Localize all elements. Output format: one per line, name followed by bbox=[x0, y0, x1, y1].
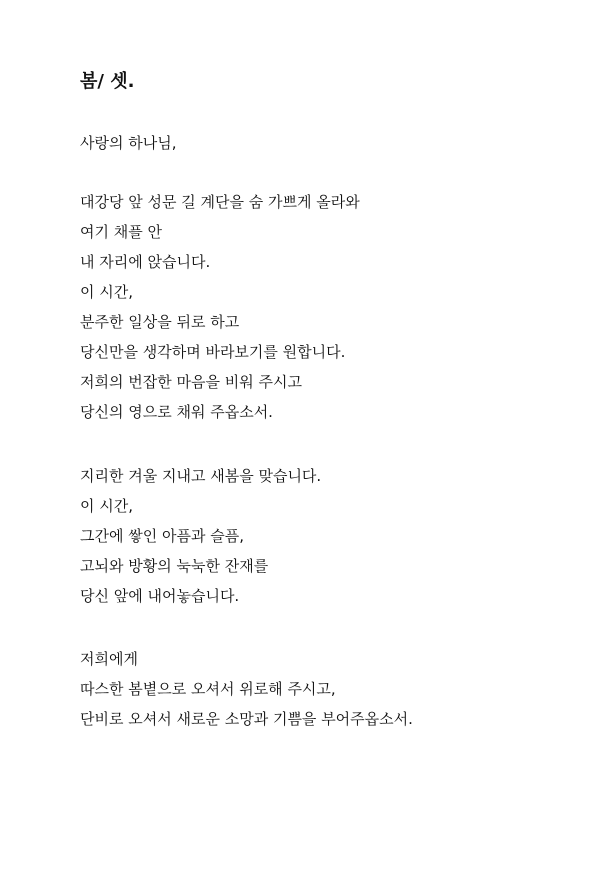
poem-line: 대강당 앞 성문 길 계단을 숨 가쁘게 올라와 bbox=[80, 193, 360, 211]
poem-line: 당신 앞에 내어놓습니다. bbox=[80, 587, 240, 605]
poem-line: 지리한 겨울 지내고 새봄을 맞습니다. bbox=[80, 467, 322, 485]
poem-line: 이 시간, bbox=[80, 497, 134, 515]
poem-line: 저희의 번잡한 마음을 비워 주시고 bbox=[80, 373, 302, 391]
poem-line: 여기 채플 안 bbox=[80, 223, 162, 241]
stanza-2 bbox=[80, 461, 321, 611]
poem-line: 저희에게 bbox=[80, 650, 138, 668]
poem-line: 이 시간, bbox=[80, 283, 134, 301]
stanza-1 bbox=[80, 187, 360, 427]
poem-title: 봄/ 셋. bbox=[80, 71, 135, 92]
poem-line: 당신의 영으로 채워 주옵소서. bbox=[80, 403, 273, 421]
poem-greeting: 사랑의 하나님, bbox=[80, 134, 177, 152]
poem-line: 내 자리에 앉습니다. bbox=[80, 253, 211, 271]
poem-line: 분주한 일상을 뒤로 하고 bbox=[80, 313, 240, 331]
poem-line: 따스한 봄볕으로 오셔서 위로해 주시고, bbox=[80, 680, 336, 698]
stanza-3 bbox=[80, 644, 413, 734]
poem-line: 당신만을 생각하며 바라보기를 원합니다. bbox=[80, 343, 346, 361]
poem-line: 단비로 오셔서 새로운 소망과 기쁨을 부어주옵소서. bbox=[80, 710, 413, 728]
poem-line: 고뇌와 방황의 눅눅한 잔재를 bbox=[80, 557, 269, 575]
poem-line: 그간에 쌓인 아픔과 슬픔, bbox=[80, 527, 244, 545]
